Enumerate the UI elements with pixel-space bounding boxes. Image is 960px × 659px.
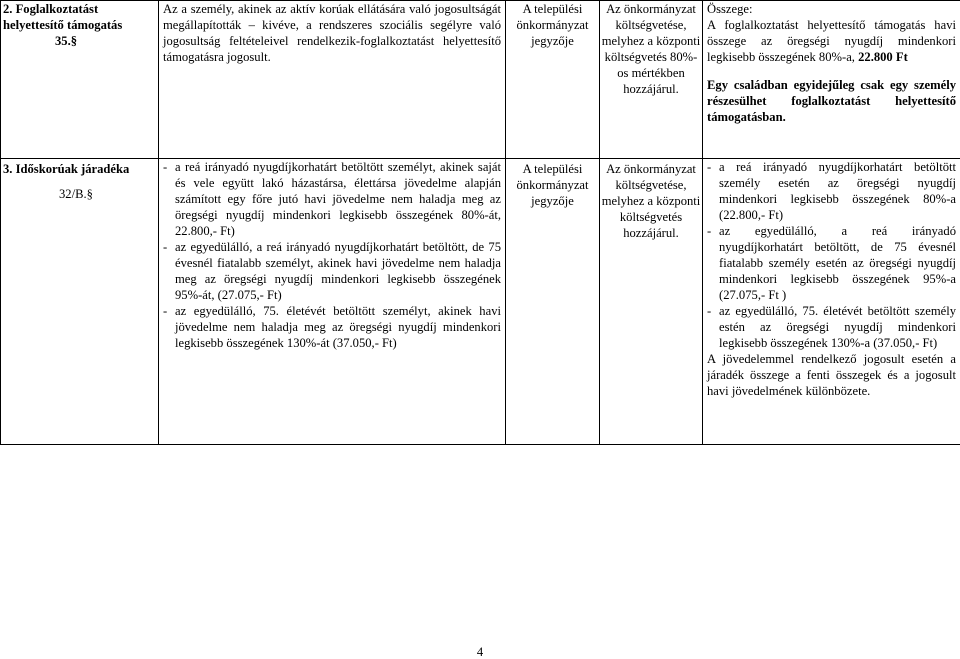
list-item-text: az egyedülálló, 75. életévét betöltött személyt, akinek havi jövedelme nem haladja meg az öregségi nyugdíj mindenkori legkisebb összegének 130%-át (37.050,- Ft) — [175, 304, 501, 350]
amount-value: 22.800 Ft — [858, 50, 908, 64]
list-item-text: az egyedülálló, a reá irányadó nyugdíjkorhatárt betöltött, de 75 évesnél fiatalabb személy esetén az öregségi nyugdíj mindenkori legkisebb összegének 95%-a (27.075,- Ft ) — [719, 224, 956, 302]
funding-text: Az önkormányzat költségvetése, melyhez a központi költségvetés 80%-os mértékben hozzájárul. — [600, 1, 702, 97]
amount-note: A jövedelemmel rendelkező jogosult esetén a járadék összege a fenti összegek és a jogosult havi jövedelmének különbözete. — [707, 351, 956, 399]
amount-description: A foglalkoztatást helyettesítő támogatás havi összege az öregségi nyugdíj mindenkori legkisebb összegének 80%-a, — [707, 18, 956, 64]
dash-marker: - — [707, 303, 711, 319]
list-item-text: a reá irányadó nyugdíjkorhatárt betöltött személy esetén az öregségi nyugdíj mindenkori legkisebb összegének 80%-a (22.800,- Ft) — [719, 160, 956, 222]
page-number: 4 — [0, 645, 960, 659]
benefit-title: 3. Időskorúak járadéka — [3, 161, 158, 177]
eligibility-cell — [159, 159, 506, 445]
list-item — [163, 303, 501, 351]
benefit-name-cell — [1, 159, 159, 445]
section-reference: 32/B.§ — [3, 186, 158, 202]
dash-marker: - — [707, 159, 711, 175]
amount-text — [707, 17, 956, 65]
family-note: Egy családban egyidejűleg csak egy személy részesülhet foglalkoztatást helyettesítő támogatásban. — [707, 77, 956, 125]
eligibility-cell — [159, 1, 506, 159]
amount-list — [707, 159, 956, 351]
eligibility-text: Az a személy, akinek az aktív korúak ellátására való jogosultságát megállapították – kivéve, a rendszeres szociális segélyre való jogosultság feltételeivel rendelkezik-foglalkoztatást helyettesítő támogatásra jogosult. — [163, 1, 501, 65]
dash-marker: - — [163, 239, 167, 255]
section-reference: 35.§ — [3, 33, 158, 49]
benefit-title: 2. Foglalkoztatást helyettesítő támogatás — [3, 1, 158, 33]
dash-marker: - — [163, 303, 167, 319]
benefit-name-cell — [1, 1, 159, 159]
eligibility-list — [163, 159, 501, 351]
table-row — [1, 159, 960, 445]
dash-marker: - — [707, 223, 711, 239]
table-row — [1, 1, 960, 159]
list-item — [707, 159, 956, 223]
funding-text: Az önkormányzat költségvetése, melyhez a központi költségvetés hozzájárul. — [600, 161, 702, 241]
list-item-text: az egyedülálló, a reá irányadó nyugdíjkorhatárt betöltött, de 75 évesnél fiatalabb személyt, akinek havi jövedelme nem haladja meg az öregségi nyugdíj mindenkori legkisebb összegének 95%-át, (27.075,- Ft) — [175, 240, 501, 302]
list-item-text: a reá irányadó nyugdíjkorhatárt betöltött személyt, akinek saját és vele együtt lakó házastársa, élettársa jövedelme alapján számított egy főre jutó havi jövedelme nem haladja meg az öregségi nyugdíj mindenkori legkisebb összegének 80%-át, 22.800,- Ft) — [175, 160, 501, 238]
amount-label: Összege: — [707, 1, 956, 17]
list-item — [707, 223, 956, 303]
funding-cell — [600, 159, 703, 445]
authority-cell — [506, 159, 600, 445]
amount-cell — [703, 1, 960, 159]
authority-text: A települési önkormányzat jegyzője — [506, 1, 599, 49]
authority-cell — [506, 1, 600, 159]
list-item — [707, 303, 956, 351]
authority-text: A települési önkormányzat jegyzője — [506, 161, 599, 209]
list-item-text: az egyedülálló, 75. életévét betöltött személy estén az öregségi nyugdíj mindenkori legkisebb összegének 130%-a (37.050,- Ft) — [719, 304, 956, 350]
funding-cell — [600, 1, 703, 159]
dash-marker: - — [163, 159, 167, 175]
list-item — [163, 159, 501, 239]
list-item — [163, 239, 501, 303]
amount-cell — [703, 159, 960, 445]
